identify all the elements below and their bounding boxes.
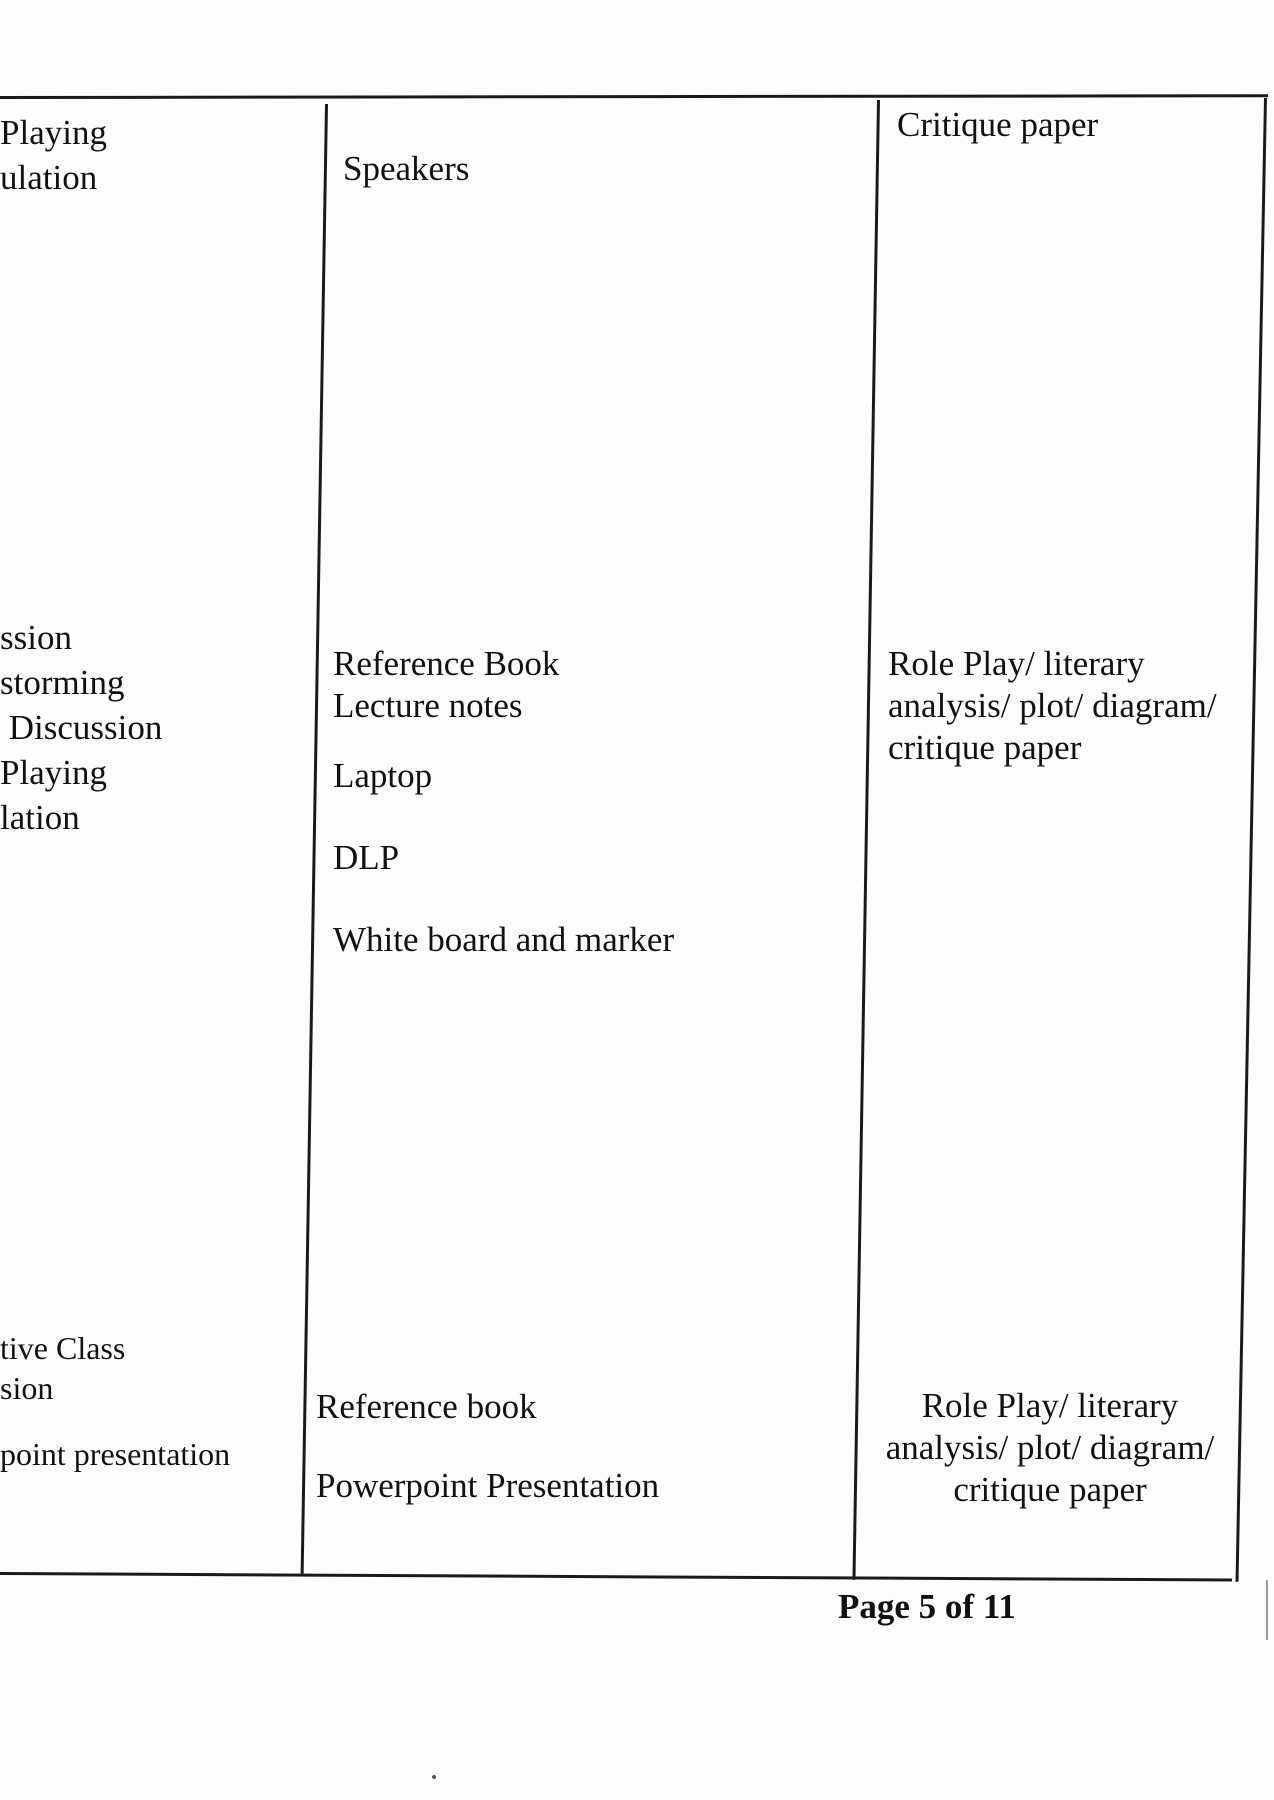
table-bottom-border bbox=[0, 1572, 1232, 1581]
resources-cell-row2 bbox=[333, 643, 674, 961]
methods-row1-line: Playing bbox=[0, 113, 107, 152]
methods-row3-line: tive Class bbox=[0, 1330, 126, 1366]
column-divider-2 bbox=[852, 100, 880, 1580]
resources-row2-line: White board and marker bbox=[333, 920, 675, 959]
table-top-border bbox=[0, 94, 1268, 99]
methods-row2-line: ssion bbox=[0, 618, 72, 657]
column-divider-1 bbox=[301, 104, 328, 1574]
methods-cell-row2 bbox=[0, 615, 162, 840]
scan-edge-mark bbox=[1266, 1580, 1268, 1640]
assessment-cell-row1 bbox=[897, 102, 1098, 147]
table-right-border bbox=[1236, 98, 1267, 1582]
assessment-row2-line: Role Play/ literary bbox=[888, 644, 1145, 683]
assessment-row3-line: analysis/ plot/ diagram/ bbox=[885, 1428, 1215, 1467]
assessment-row1-line: Critique paper bbox=[897, 105, 1099, 144]
resources-row2-line: Lecture notes bbox=[333, 686, 523, 725]
resources-row3-line: Powerpoint Presentation bbox=[316, 1466, 660, 1505]
page-number: Page 5 of 11 bbox=[838, 1587, 1016, 1626]
assessment-cell-row3 bbox=[860, 1385, 1240, 1511]
methods-row1-line: ulation bbox=[0, 158, 98, 197]
methods-cell-row1 bbox=[0, 110, 107, 200]
resources-row2-line: Laptop bbox=[333, 756, 433, 795]
methods-cell-row3 bbox=[0, 1328, 230, 1474]
methods-row2-line: lation bbox=[0, 798, 80, 837]
methods-row2-line: Discussion bbox=[0, 708, 163, 747]
assessment-row3-line: critique paper bbox=[953, 1470, 1147, 1509]
assessment-cell-row2 bbox=[888, 643, 1217, 769]
resources-row2-line: Reference Book bbox=[333, 644, 560, 683]
resources-cell-row3 bbox=[316, 1384, 659, 1508]
methods-row2-line: storming bbox=[0, 663, 125, 702]
methods-row2-line: Playing bbox=[0, 753, 107, 792]
resources-cell-row1 bbox=[343, 146, 469, 191]
assessment-row2-line: analysis/ plot/ diagram/ bbox=[888, 686, 1217, 725]
scan-speck bbox=[432, 1775, 436, 1779]
resources-row2-line: DLP bbox=[333, 838, 400, 877]
assessment-row3-line: Role Play/ literary bbox=[921, 1386, 1179, 1425]
assessment-row2-line: critique paper bbox=[888, 728, 1082, 767]
methods-row3-line: point presentation bbox=[0, 1436, 231, 1472]
resources-row3-line: Reference book bbox=[316, 1387, 537, 1426]
methods-row3-line: sion bbox=[0, 1370, 54, 1406]
resources-row1-line: Speakers bbox=[343, 149, 470, 188]
